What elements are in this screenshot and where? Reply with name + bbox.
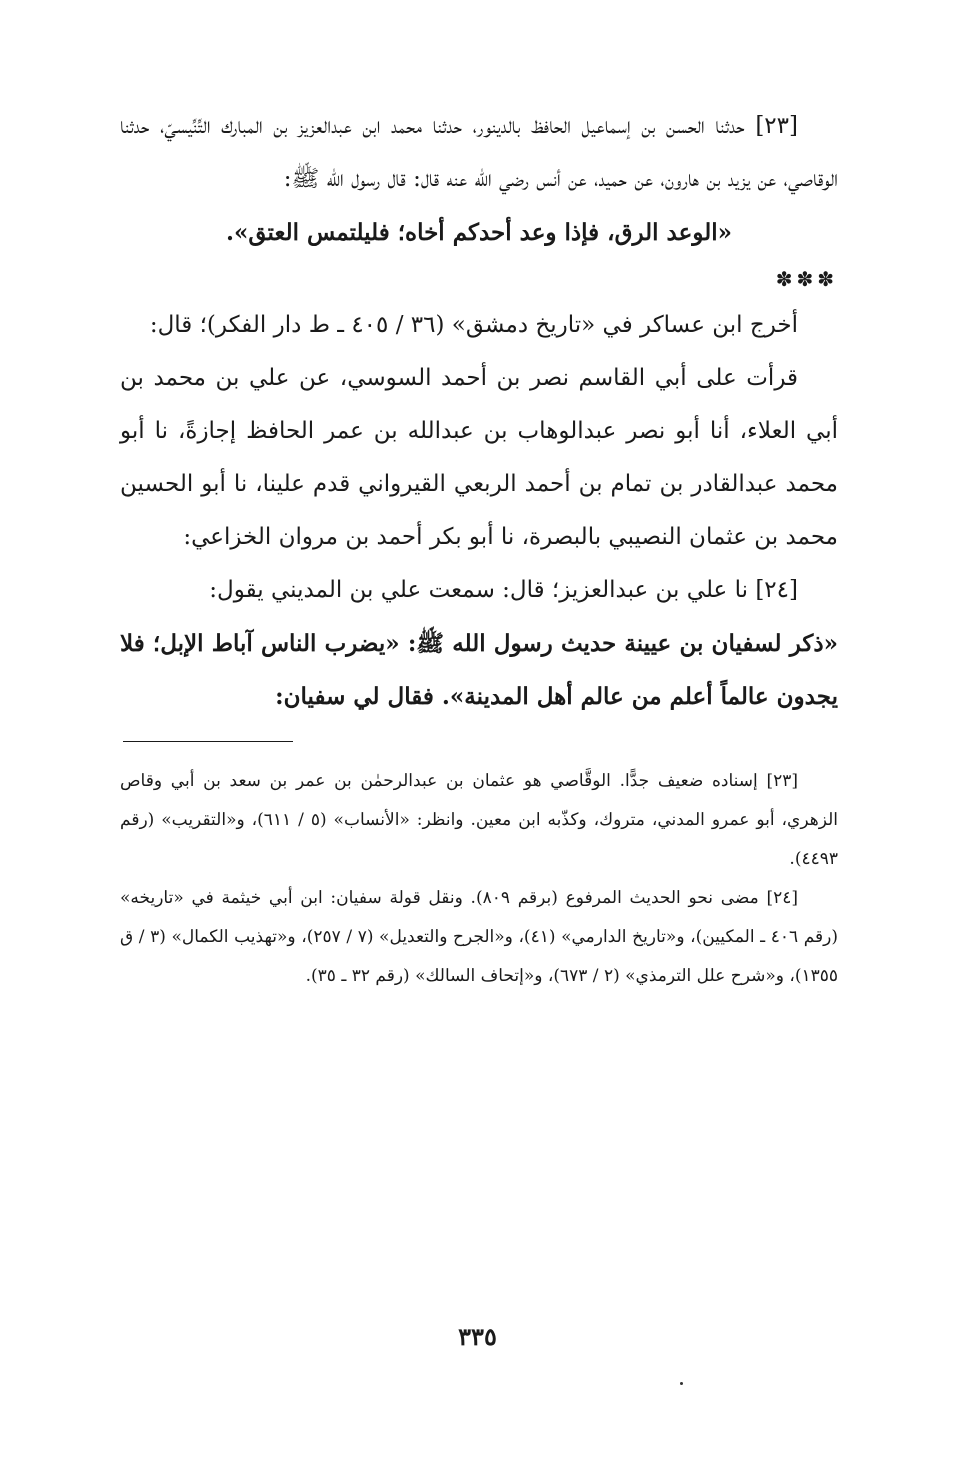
paragraph-isnad: قرأت على أبي القاسم نصر بن أحمد السوسي، عن علي بن محمد بن أبي العلاء، أنا أبو نصر عبدالوهاب بن عبدالله بن عمر الحافظ إجازةً، نا أبو محمد عبدالقادر بن تمام بن أحمد الربعي القيرواني قدم علينا، نا أبو الحسين محمد بن عثمان النصيبي بالبصرة، نا أبو بكر أحمد بن مروان الخزاعي: (120, 365, 838, 550)
page-number: ٣٣٥ (458, 1322, 497, 1351)
hadith-text-23: «الوعد الرق، فإذا وعد أحدكم أخاه؛ فليلتمس العتق». (225, 219, 733, 246)
footnote-23: [٢٣] إسناده ضعيف جدًّا. الوقَّاصي هو عثمان بن عبدالرحمٰن بن عمر بن سعد بن أبي وقاص الزهري، أبو عمرو المدني، متروك، وكذّبه ابن معين. وانظر: «الأنساب» (٥ / ٦١١)، و«التقريب» (رقم ٤٤٩٣). (120, 771, 838, 869)
scan-speck (680, 1382, 683, 1385)
paragraph-ibn-asakir: أخرج ابن عساكر في «تاريخ دمشق» (٣٦ / ٤٠٥ ـ ط دار الفكر)؛ قال: (149, 312, 798, 338)
document-page (120, 100, 838, 1400)
paragraph-sufyan: «ذكر لسفيان بن عيينة حديث رسول الله ﷺ: «يضرب الناس آباط الإبل؛ فلا يجدون عالماً أعلم من عالم أهل المدينة». فقال لي سفيان: (120, 630, 838, 710)
section-separator: ✽✽✽ (775, 267, 838, 291)
footnote-divider (123, 741, 293, 742)
main-text (120, 100, 838, 723)
footnote-24: [٢٤] مضى نحو الحديث المرفوع (برقم ٨٠٩). ونقل قولة سفيان: ابن أبي خيثمة في «تاريخه» (رقم ٤٠٦ ـ المكيين)، و«تاريخ الدارمي» (٤١)، و«الجرح والتعديل» (٧ / ٢٥٧)، و«تهذيب الكمال» (٣ / ق ١٣٥٥)، و«شرح علل الترمذي» (٢ / ٦٧٣)، و«إتحاف السالك» (رقم ٣٢ ـ ٣٥). (120, 888, 838, 986)
paragraph-hadith-24: [٢٤] نا علي بن عبدالعزيز؛ قال: سمعت علي بن المديني يقول: (209, 577, 798, 603)
footnotes (120, 762, 838, 996)
paragraph-hadith-23: [٢٣] حدثنا الحسن بن إسماعيل الحافظ بالدينور، حدثنا محمد ابن عبدالعزيز بن المبارك التِّنِّيسيّ، حدثنا الوقاصي، عن يزيد بن هارون، عن حميد، عن أنس رضي الله عنه قال: قال رسول الله ﷺ: (120, 113, 838, 192)
